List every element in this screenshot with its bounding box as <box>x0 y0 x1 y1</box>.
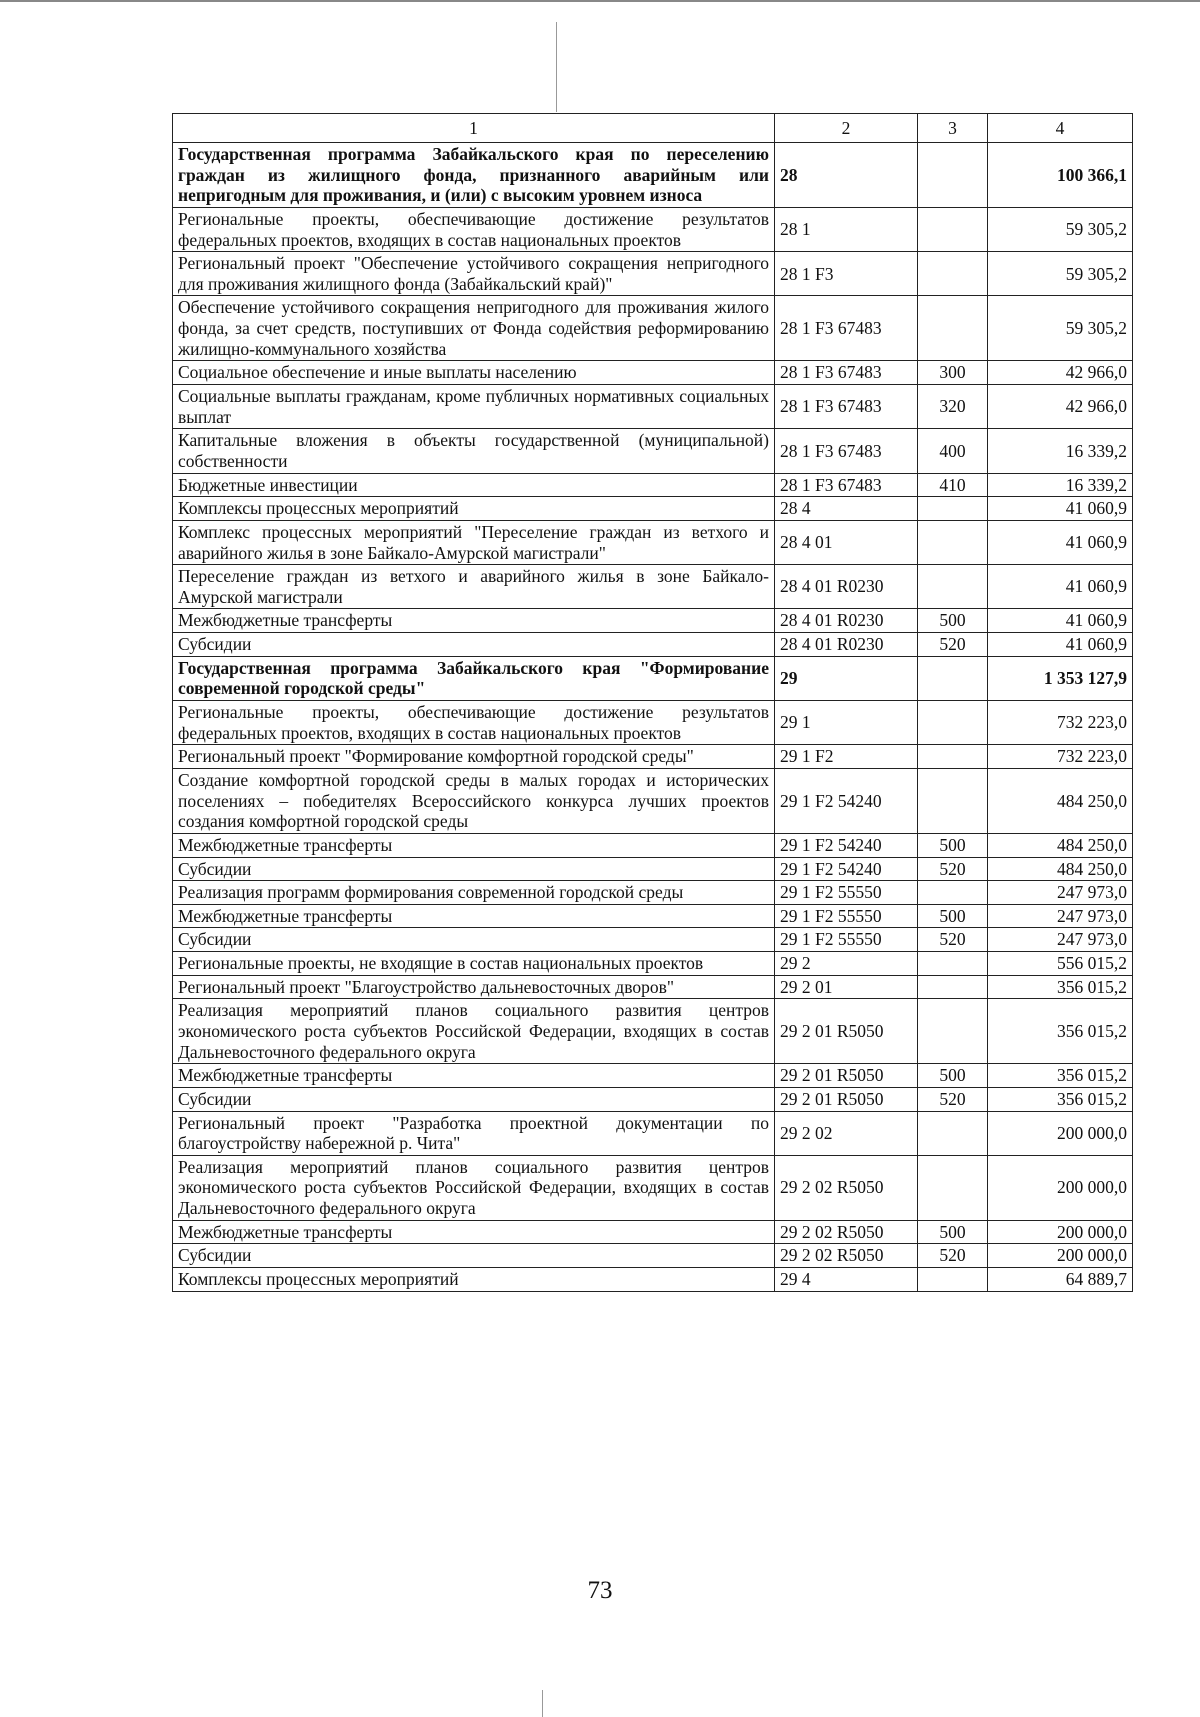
row-expense-type: 500 <box>918 1064 988 1088</box>
table-row <box>173 1155 1133 1220</box>
row-expense-type: 300 <box>918 361 988 385</box>
row-amount: 484 250,0 <box>988 833 1133 857</box>
table-row <box>173 1268 1133 1292</box>
scan-top-edge <box>0 0 1200 2</box>
row-name: Субсидии <box>173 857 775 881</box>
table-row <box>173 928 1133 952</box>
row-expense-type <box>918 497 988 521</box>
row-expense-type <box>918 296 988 361</box>
table-row <box>173 1111 1133 1155</box>
row-code: 28 1 F3 67483 <box>775 385 918 429</box>
scan-fold-line <box>556 22 557 112</box>
row-code: 28 1 F3 67483 <box>775 473 918 497</box>
row-name: Субсидии <box>173 1087 775 1111</box>
row-code: 28 <box>775 143 918 208</box>
page-number: 73 <box>587 1577 613 1604</box>
row-code: 29 1 F2 55550 <box>775 928 918 952</box>
row-amount: 247 973,0 <box>988 928 1133 952</box>
row-code: 28 4 01 <box>775 520 918 564</box>
row-expense-type <box>918 701 988 745</box>
row-expense-type <box>918 520 988 564</box>
row-name: Региональные проекты, обеспечивающие достижение результатов федеральных проектов, входящих в состав национальных проектов <box>173 701 775 745</box>
row-amount: 484 250,0 <box>988 857 1133 881</box>
table-row <box>173 656 1133 700</box>
row-amount: 200 000,0 <box>988 1220 1133 1244</box>
row-name: Социальные выплаты гражданам, кроме публичных нормативных социальных выплат <box>173 385 775 429</box>
row-code: 29 1 F2 <box>775 745 918 769</box>
row-expense-type: 500 <box>918 833 988 857</box>
column-header: 1 <box>173 114 775 143</box>
table-row <box>173 745 1133 769</box>
row-expense-type <box>918 999 988 1064</box>
row-amount: 16 339,2 <box>988 429 1133 473</box>
row-expense-type <box>918 745 988 769</box>
table-row <box>173 857 1133 881</box>
row-amount: 41 060,9 <box>988 609 1133 633</box>
row-code: 29 1 <box>775 701 918 745</box>
row-expense-type: 500 <box>918 904 988 928</box>
row-name: Социальное обеспечение и иные выплаты населению <box>173 361 775 385</box>
row-name: Реализация мероприятий планов социального развития центров экономического роста субъектов Российской Федерации, входящих в состав Дальневосточного федерального округа <box>173 999 775 1064</box>
row-code: 29 2 01 R5050 <box>775 1087 918 1111</box>
table-row <box>173 252 1133 296</box>
row-name: Региональный проект "Обеспечение устойчивого сокращения непригодного для проживания жилищного фонда (Забайкальский край)" <box>173 252 775 296</box>
row-code: 29 2 02 R5050 <box>775 1155 918 1220</box>
row-code: 28 4 <box>775 497 918 521</box>
row-expense-type: 400 <box>918 429 988 473</box>
row-code: 28 1 <box>775 207 918 251</box>
row-amount: 732 223,0 <box>988 701 1133 745</box>
row-expense-type <box>918 1268 988 1292</box>
row-code: 29 2 02 <box>775 1111 918 1155</box>
row-expense-type <box>918 252 988 296</box>
table-row <box>173 207 1133 251</box>
row-name: Государственная программа Забайкальского края "Формирование современной городской среды" <box>173 656 775 700</box>
row-amount: 200 000,0 <box>988 1244 1133 1268</box>
row-expense-type: 520 <box>918 633 988 657</box>
row-amount: 41 060,9 <box>988 520 1133 564</box>
table-row <box>173 701 1133 745</box>
table-row <box>173 904 1133 928</box>
table-row <box>173 385 1133 429</box>
row-code: 29 4 <box>775 1268 918 1292</box>
row-expense-type <box>918 207 988 251</box>
row-name: Реализация программ формирования современной городской среды <box>173 881 775 905</box>
row-name: Капитальные вложения в объекты государственной (муниципальной) собственности <box>173 429 775 473</box>
row-expense-type <box>918 1155 988 1220</box>
row-amount: 100 366,1 <box>988 143 1133 208</box>
table-row <box>173 833 1133 857</box>
row-amount: 356 015,2 <box>988 999 1133 1064</box>
row-amount: 42 966,0 <box>988 361 1133 385</box>
column-header: 2 <box>775 114 918 143</box>
row-code: 29 2 01 R5050 <box>775 1064 918 1088</box>
row-name: Субсидии <box>173 1244 775 1268</box>
row-name: Обеспечение устойчивого сокращения непригодного для проживания жилого фонда, за счет средств, поступивших от Фонда содействия реформированию жилищно-коммунального хозяйства <box>173 296 775 361</box>
row-name: Бюджетные инвестиции <box>173 473 775 497</box>
row-expense-type <box>918 952 988 976</box>
row-code: 29 2 02 R5050 <box>775 1244 918 1268</box>
row-amount: 41 060,9 <box>988 565 1133 609</box>
row-code: 29 2 01 <box>775 975 918 999</box>
table-row <box>173 999 1133 1064</box>
table-row <box>173 768 1133 833</box>
table-row <box>173 143 1133 208</box>
row-amount: 42 966,0 <box>988 385 1133 429</box>
row-name: Комплексы процессных мероприятий <box>173 497 775 521</box>
row-expense-type <box>918 565 988 609</box>
row-name: Переселение граждан из ветхого и аварийного жилья в зоне Байкало-Амурской магистрали <box>173 565 775 609</box>
row-amount: 247 973,0 <box>988 904 1133 928</box>
row-amount: 247 973,0 <box>988 881 1133 905</box>
row-expense-type <box>918 975 988 999</box>
table-row <box>173 361 1133 385</box>
row-amount: 59 305,2 <box>988 296 1133 361</box>
row-name: Государственная программа Забайкальского края по переселению граждан из жилищного фонда, признанного аварийным или непригодным для проживания, и (или) с высоким уровнем износа <box>173 143 775 208</box>
row-amount: 200 000,0 <box>988 1155 1133 1220</box>
row-code: 28 1 F3 67483 <box>775 361 918 385</box>
row-name: Комплексы процессных мероприятий <box>173 1268 775 1292</box>
row-name: Региональные проекты, не входящие в состав национальных проектов <box>173 952 775 976</box>
row-code: 29 2 02 R5050 <box>775 1220 918 1244</box>
table-header-row <box>173 114 1133 143</box>
row-name: Субсидии <box>173 633 775 657</box>
table-row <box>173 497 1133 521</box>
row-name: Субсидии <box>173 928 775 952</box>
row-name: Реализация мероприятий планов социального развития центров экономического роста субъектов Российской Федерации, входящих в состав Дальневосточного федерального округа <box>173 1155 775 1220</box>
table-row <box>173 1220 1133 1244</box>
row-amount: 356 015,2 <box>988 1064 1133 1088</box>
row-code: 29 1 F2 54240 <box>775 833 918 857</box>
row-expense-type: 520 <box>918 928 988 952</box>
table-row <box>173 520 1133 564</box>
row-name: Комплекс процессных мероприятий "Переселение граждан из ветхого и аварийного жилья в зоне Байкало-Амурской магистрали" <box>173 520 775 564</box>
row-expense-type: 520 <box>918 1087 988 1111</box>
column-header: 3 <box>918 114 988 143</box>
row-name: Межбюджетные трансферты <box>173 609 775 633</box>
row-expense-type: 500 <box>918 1220 988 1244</box>
row-amount: 732 223,0 <box>988 745 1133 769</box>
row-code: 29 1 F2 55550 <box>775 904 918 928</box>
row-name: Региональный проект "Благоустройство дальневосточных дворов" <box>173 975 775 999</box>
row-expense-type: 500 <box>918 609 988 633</box>
row-code: 28 1 F3 67483 <box>775 429 918 473</box>
row-expense-type <box>918 1111 988 1155</box>
row-expense-type <box>918 143 988 208</box>
row-amount: 356 015,2 <box>988 975 1133 999</box>
row-code: 28 4 01 R0230 <box>775 565 918 609</box>
row-code: 29 1 F2 55550 <box>775 881 918 905</box>
row-code: 29 1 F2 54240 <box>775 857 918 881</box>
row-name: Межбюджетные трансферты <box>173 833 775 857</box>
row-name: Межбюджетные трансферты <box>173 1064 775 1088</box>
row-expense-type <box>918 656 988 700</box>
budget-table <box>172 113 1133 1292</box>
row-expense-type <box>918 768 988 833</box>
table-row <box>173 609 1133 633</box>
row-code: 29 2 <box>775 952 918 976</box>
row-name: Региональный проект "Формирование комфортной городской среды" <box>173 745 775 769</box>
row-name: Региональные проекты, обеспечивающие достижение результатов федеральных проектов, входящих в состав национальных проектов <box>173 207 775 251</box>
table-row <box>173 952 1133 976</box>
row-code: 29 2 01 R5050 <box>775 999 918 1064</box>
row-amount: 41 060,9 <box>988 633 1133 657</box>
row-amount: 484 250,0 <box>988 768 1133 833</box>
row-expense-type: 320 <box>918 385 988 429</box>
row-code: 29 1 F2 54240 <box>775 768 918 833</box>
table-row <box>173 1087 1133 1111</box>
row-name: Межбюджетные трансферты <box>173 904 775 928</box>
row-code: 28 1 F3 67483 <box>775 296 918 361</box>
table-row <box>173 473 1133 497</box>
row-amount: 356 015,2 <box>988 1087 1133 1111</box>
row-code: 28 1 F3 <box>775 252 918 296</box>
table-row <box>173 296 1133 361</box>
row-expense-type <box>918 881 988 905</box>
row-code: 29 <box>775 656 918 700</box>
row-amount: 59 305,2 <box>988 252 1133 296</box>
table-row <box>173 975 1133 999</box>
table-row <box>173 565 1133 609</box>
table-row <box>173 633 1133 657</box>
table-row <box>173 1064 1133 1088</box>
table-row <box>173 881 1133 905</box>
table-body <box>173 143 1133 1292</box>
table-row <box>173 1244 1133 1268</box>
row-name: Межбюджетные трансферты <box>173 1220 775 1244</box>
row-expense-type: 410 <box>918 473 988 497</box>
row-amount: 59 305,2 <box>988 207 1133 251</box>
row-name: Создание комфортной городской среды в малых городах и исторических поселениях – победителях Всероссийского конкурса лучших проектов создания комфортной городской среды <box>173 768 775 833</box>
column-header: 4 <box>988 114 1133 143</box>
row-amount: 556 015,2 <box>988 952 1133 976</box>
row-expense-type: 520 <box>918 857 988 881</box>
table-row <box>173 429 1133 473</box>
row-name: Региональный проект "Разработка проектной документации по благоустройству набережной р. Чита" <box>173 1111 775 1155</box>
row-amount: 200 000,0 <box>988 1111 1133 1155</box>
row-code: 28 4 01 R0230 <box>775 633 918 657</box>
row-code: 28 4 01 R0230 <box>775 609 918 633</box>
row-amount: 16 339,2 <box>988 473 1133 497</box>
row-amount: 1 353 127,9 <box>988 656 1133 700</box>
row-amount: 64 889,7 <box>988 1268 1133 1292</box>
row-amount: 41 060,9 <box>988 497 1133 521</box>
scan-fold-line-bottom <box>542 1690 543 1717</box>
row-expense-type: 520 <box>918 1244 988 1268</box>
